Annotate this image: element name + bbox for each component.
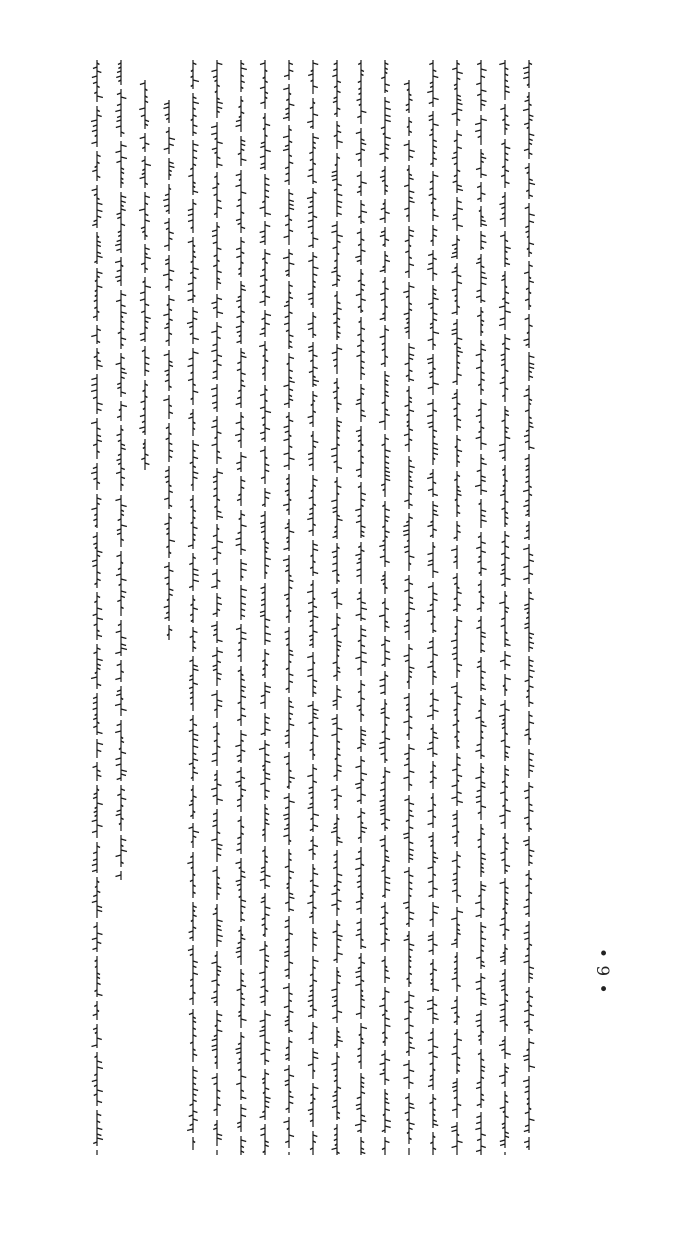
text-column [378,60,392,1155]
text-column [162,100,176,640]
text-column [114,60,128,880]
text-column [186,60,200,1150]
text-column [522,60,536,1150]
text-column [354,60,368,1155]
body-text-columns [90,60,540,1160]
text-column [474,60,488,1155]
text-column [258,60,272,1155]
text-column [402,80,416,1155]
text-column [282,60,296,1155]
page-number: • 9 • [592,948,612,995]
text-column [306,60,320,1155]
text-column [450,60,464,1155]
text-column [498,60,512,1155]
text-column [210,60,224,1155]
text-column [138,80,152,470]
text-column [90,60,104,1155]
text-column [234,60,248,1155]
text-column [330,60,344,1155]
text-column [426,60,440,1155]
